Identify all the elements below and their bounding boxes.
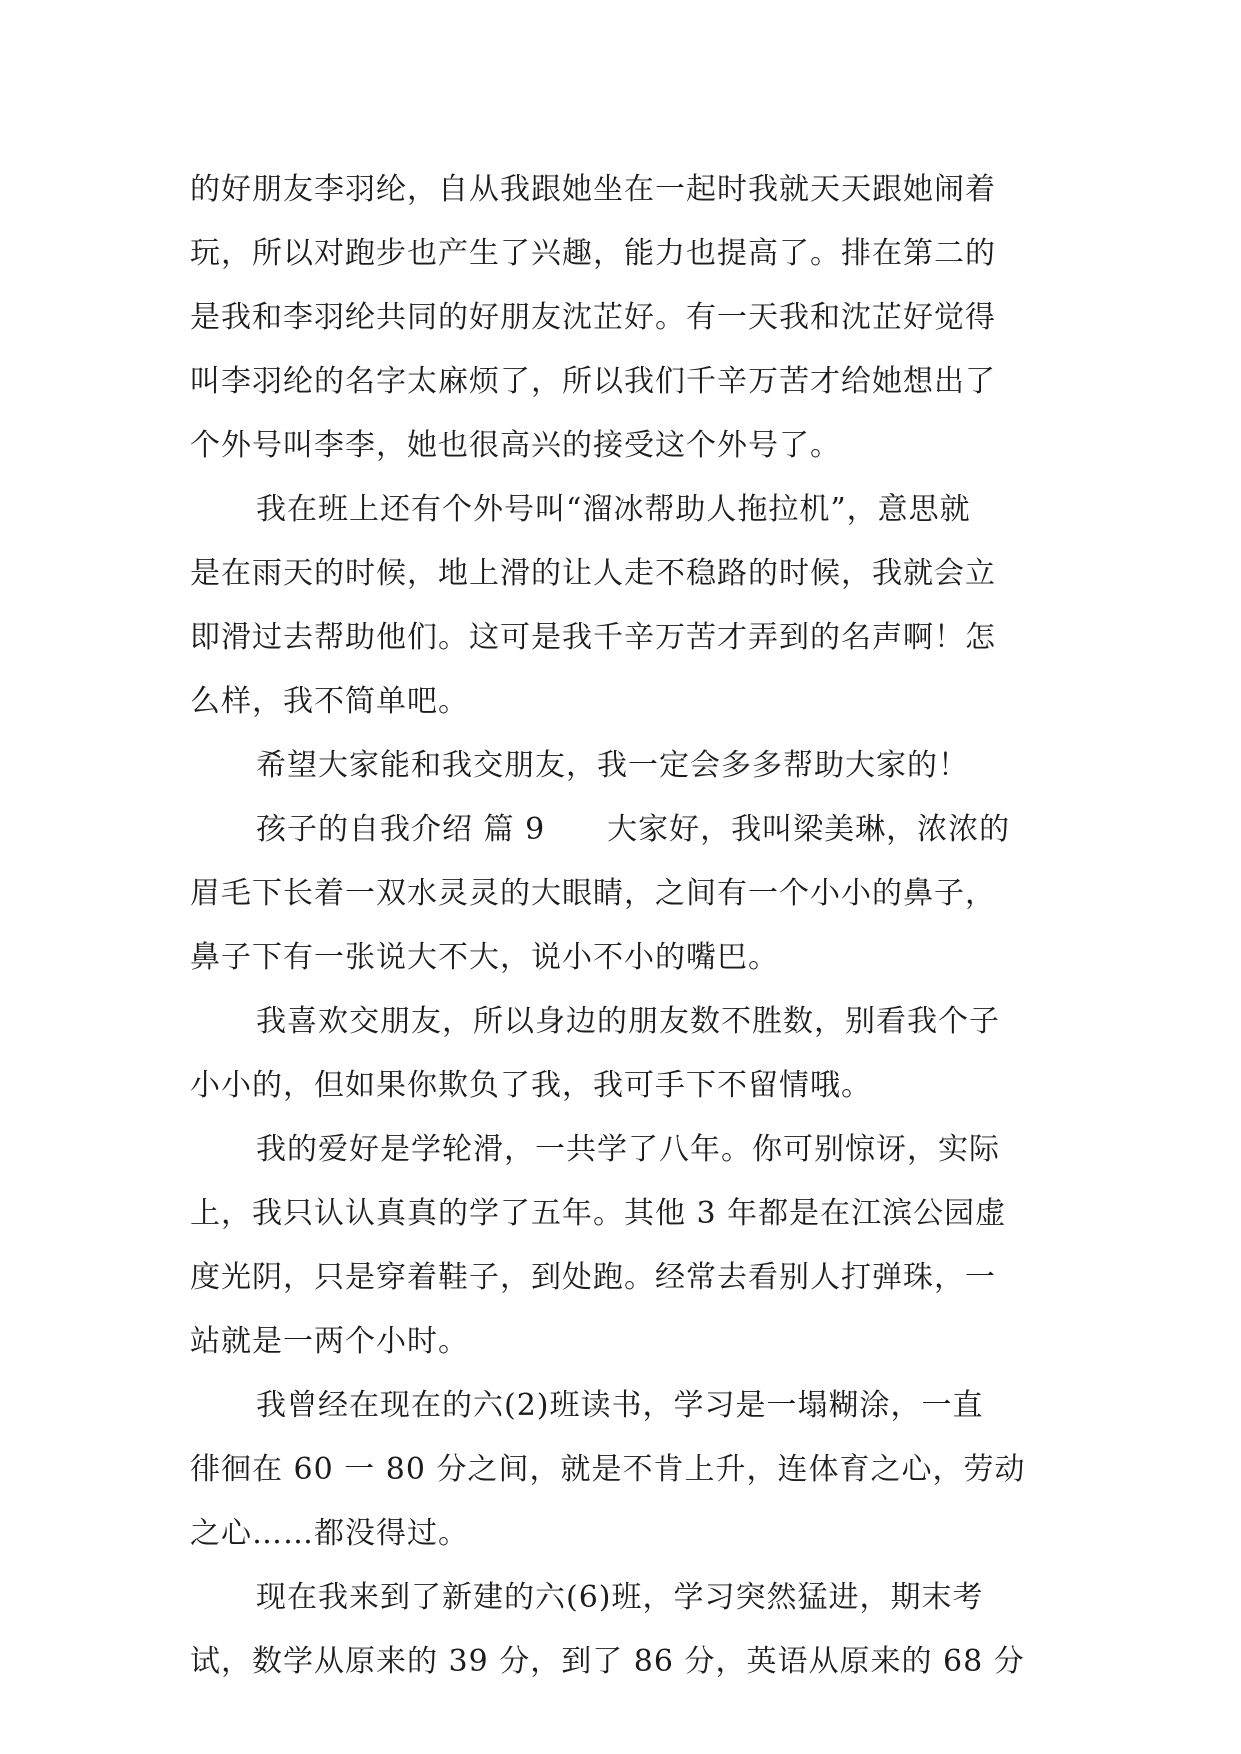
text-line: 个外号叫李李，她也很高兴的接受这个外号了。 (190, 428, 841, 463)
paragraph-first-line: 我喜欢交朋友，所以身边的朋友数不胜数，别看我个子 (256, 1004, 1000, 1039)
paragraph-first-line: 现在我来到了新建的六(6)班，学习突然猛进，期末考 (256, 1580, 984, 1615)
text-line: 站就是一两个小时。 (190, 1324, 469, 1359)
text-line: 叫李羽纶的名字太麻烦了，所以我们千辛万苦才给她想出了 (190, 364, 996, 399)
text-line: 上，我只认认真真的学了五年。其他 3 年都是在江滨公园虚 (190, 1196, 1007, 1231)
paragraph-first-line: 我曾经在现在的六(2)班读书，学习是一塌糊涂，一直 (256, 1388, 984, 1423)
text-line: 么样，我不简单吧。 (190, 684, 469, 719)
document-body (190, 158, 1070, 1694)
text-line: 是在雨天的时候，地上滑的让人走不稳路的时候，我就会立 (190, 556, 996, 591)
text-line: 度光阴，只是穿着鞋子，到处跑。经常去看别人打弹珠，一 (190, 1260, 996, 1295)
text-line: 小小的，但如果你欺负了我，我可手下不留情哦。 (190, 1068, 872, 1103)
text-line: 鼻子下有一张说大不大，说小不小的嘴巴。 (190, 940, 779, 975)
text-line: 眉毛下长着一双水灵灵的大眼睛，之间有一个小小的鼻子， (190, 876, 996, 911)
text-line: 是我和李羽纶共同的好朋友沈芷好。有一天我和沈芷好觉得 (190, 300, 996, 335)
text-line: 试，数学从原来的 39 分，到了 86 分，英语从原来的 68 分 (190, 1644, 1025, 1679)
paragraph-first-line: 我在班上还有个外号叫“溜冰帮助人拖拉机”，意思就 (256, 492, 971, 527)
paragraph-first-line: 希望大家能和我交朋友，我一定会多多帮助大家的！ (256, 748, 969, 783)
text-line: 的好朋友李羽纶，自从我跟她坐在一起时我就天天跟她闹着 (190, 172, 996, 207)
text-line: 即滑过去帮助他们。这可是我千辛万苦才弄到的名声啊！怎 (190, 620, 996, 655)
text-line: 玩，所以对跑步也产生了兴趣，能力也提高了。排在第二的 (190, 236, 996, 271)
text-line: 之心……都没得过。 (190, 1516, 469, 1551)
section-heading-line: 孩子的自我介绍 篇 9 大家好，我叫梁美琳，浓浓的 (256, 812, 1011, 847)
text-line: 徘徊在 60 一 80 分之间，就是不肯上升，连体育之心，劳动 (190, 1452, 1026, 1487)
paragraph-first-line: 我的爱好是学轮滑，一共学了八年。你可别惊讶，实际 (256, 1132, 1000, 1167)
